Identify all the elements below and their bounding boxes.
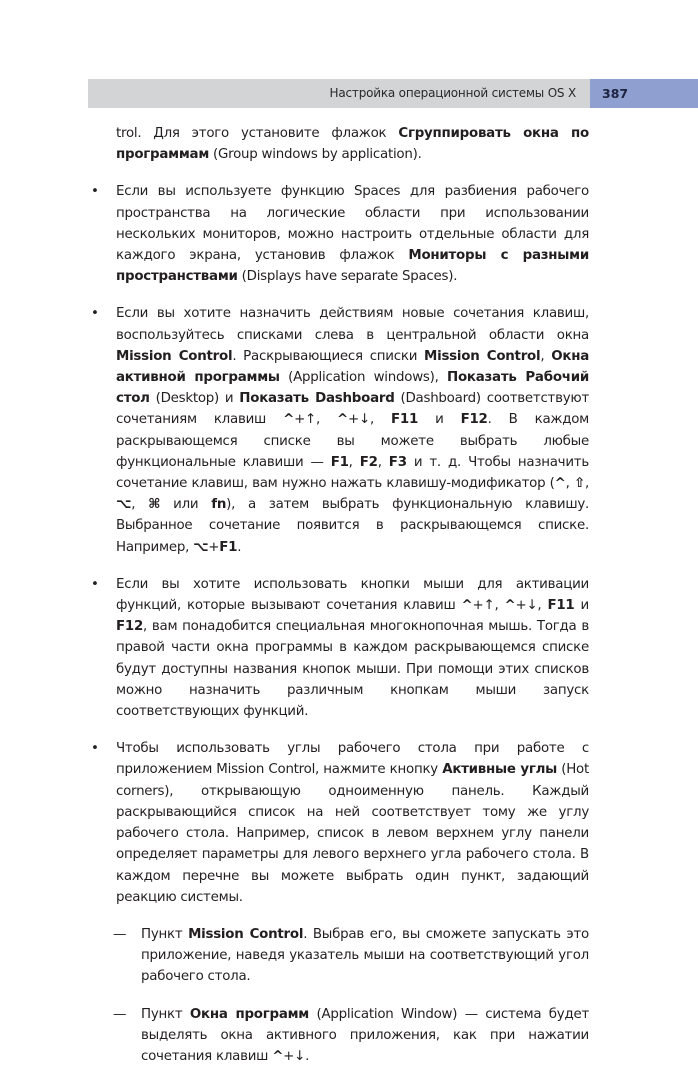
bullet-text: Если вы хотите использовать кнопки мыши для активации функций, которые вызывают сочетания клавиш ^+↑, ^+↓, F11 и F12, вам понадобится специальная многокнопочная мышь. Тогда в правой части окна программы в каждом раскрывающемся списке будут доступны названия кнопок мыши. При помощи этих списков можно назначить различным кнопкам мыши запуск соответствующих функций. bbox=[116, 576, 589, 720]
bold-term: Окна активной программы bbox=[116, 348, 589, 386]
bold-term: ^ bbox=[461, 598, 473, 614]
bold-term: fn bbox=[211, 497, 227, 513]
bold-term: Сгруппировать окна по программам bbox=[116, 126, 589, 163]
bold-term: Mission Control bbox=[116, 348, 233, 364]
bold-term: Mission Control bbox=[188, 926, 304, 942]
bold-term: ⌥ bbox=[193, 539, 209, 555]
dash-item bbox=[113, 1004, 589, 1067]
bold-term: F12 bbox=[116, 619, 144, 635]
bold-term: F11 bbox=[391, 412, 419, 428]
bullet-icon: • bbox=[91, 576, 99, 592]
bold-term: Mission Control bbox=[424, 348, 541, 364]
dash-item bbox=[113, 924, 589, 988]
bold-term: Мониторы с разными пространствами bbox=[116, 248, 589, 285]
bold-term: ^ bbox=[283, 412, 295, 428]
bold-term: Окна программ bbox=[189, 1006, 310, 1022]
bold-term: ⌥ bbox=[116, 497, 132, 513]
bold-term: F2 bbox=[359, 454, 378, 470]
bold-term: ⌘ bbox=[148, 497, 161, 513]
bullet-text: Чтобы использовать углы рабочего стола при работе с приложением Mission Control, нажмите кнопку Активные углы (Hot corners), открывающую одноименную панель. Каждый раскрывающийся список на ней соответствует тому же углу рабочего стола. Например, список в левом верхнем углу панели определяет параметры для левого верхнего угла рабочего стола. В каждом перечне вы можете выбрать один пункт, задающий реакцию системы. bbox=[116, 741, 589, 905]
bullet-item bbox=[91, 738, 589, 908]
dash-text: Пункт Mission Control. Выбрав его, вы сможете запускать это приложение, наведя указатель мыши на соответствующий угол рабочего стола. bbox=[141, 926, 589, 985]
bullet-item bbox=[91, 303, 590, 557]
bold-term: F1 bbox=[219, 539, 238, 555]
em-dash-icon: — bbox=[113, 1006, 127, 1022]
bullet-icon: • bbox=[91, 184, 99, 200]
bold-term: F3 bbox=[388, 454, 407, 470]
page-body bbox=[91, 123, 590, 1067]
dash-text: Пункт Окна программ (Application Window) — система будет выделять окна активного приложения, как при нажатии сочетания клавиш ^+↓. bbox=[141, 1006, 589, 1064]
bold-term: Показать Рабочий стол bbox=[116, 370, 589, 407]
bold-term: F12 bbox=[460, 412, 488, 428]
continuation-paragraph: trol. Для этого установите флажок Сгруппировать окна по программам (Group windows by application). bbox=[116, 126, 589, 163]
bold-term: Показать Dashboard bbox=[239, 391, 395, 407]
chapter-title: Настройка операционной системы OS X bbox=[329, 86, 576, 100]
bullet-item bbox=[91, 181, 589, 287]
page-number: 387 bbox=[590, 79, 698, 108]
bullet-icon: • bbox=[91, 306, 99, 322]
bold-term: ^ bbox=[554, 476, 566, 492]
bold-term: ⇧ bbox=[574, 476, 585, 492]
bullet-text: Если вы используете функцию Spaces для разбиения рабочего пространства на логические области при использовании нескольких мониторов, можно настроить отдельные области для каждого экрана, установив флажок Мониторы с разными пространствами (Displays have separate Spaces). bbox=[116, 184, 589, 285]
bold-term: F1 bbox=[330, 454, 349, 470]
em-dash-icon: — bbox=[113, 926, 127, 942]
bold-term: F11 bbox=[547, 598, 575, 614]
bold-term: ^ bbox=[337, 412, 349, 428]
bold-term: ^ bbox=[504, 598, 516, 614]
bullet-text: Если вы хотите назначить действиям новые сочетания клавиш, воспользуйтесь списками слева в центральной области окна Mission Control. Раскрывающиеся списки Mission Control, Окна активной программы (Application windows), Показать Рабочий стол (Desktop) и Показать Dashboard (Dashboard) соответствуют сочетаниям клавиш ^+↑, ^+↓, F11 и F12. В каждом раскрывающемся списке вы можете выбрать любые функциональные клавиши — F1, F2, F3 и т. д. Чтобы назначить сочетание клавиш, вам нужно нажать клавишу-модификатор (^, ⇧, ⌥, ⌘ или fn), а затем выбрать функциональную клавишу. Выбранное сочетание появится в раскрывающемся списке. Например, ⌥+F1. bbox=[116, 306, 590, 555]
bold-term: ^ bbox=[272, 1048, 284, 1064]
bullet-item bbox=[91, 574, 589, 722]
bold-term: Активные углы bbox=[442, 762, 557, 778]
bullet-icon: • bbox=[91, 741, 99, 757]
running-header bbox=[88, 79, 698, 108]
